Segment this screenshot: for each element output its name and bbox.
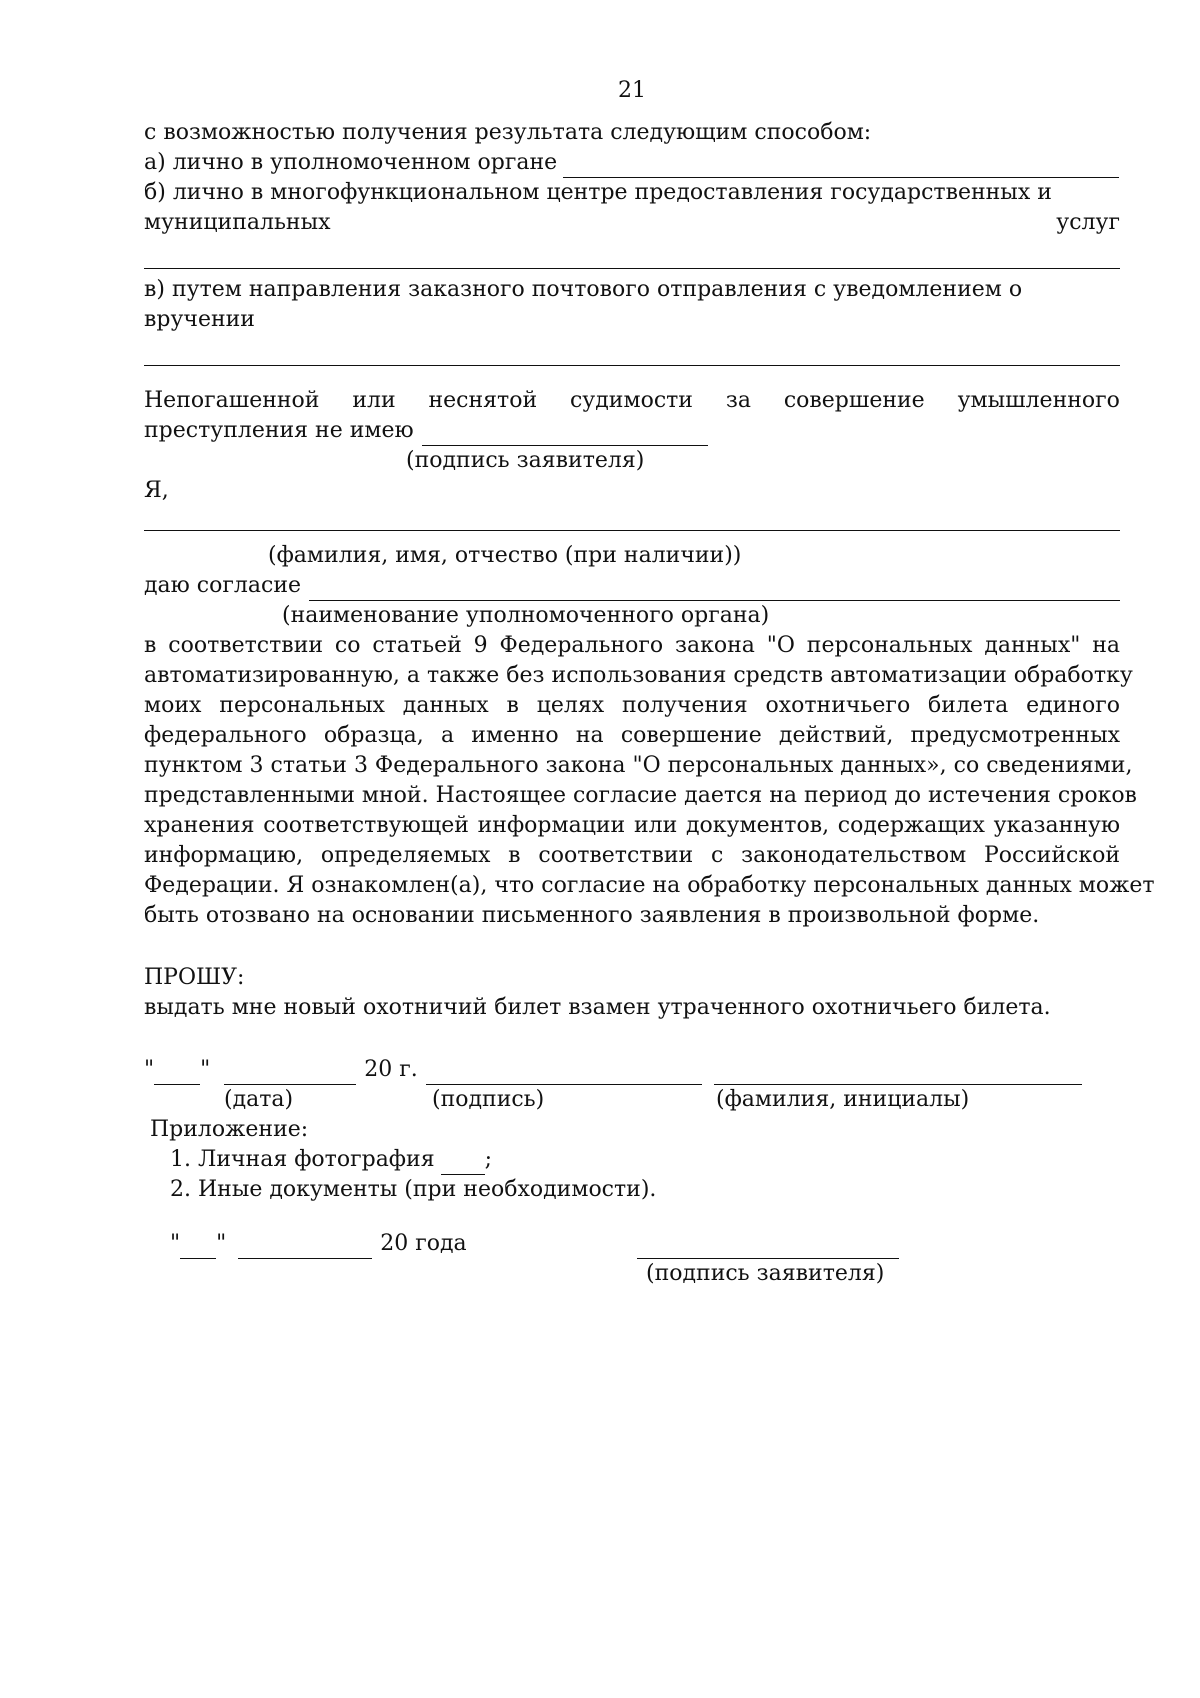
criminal-word: или xyxy=(352,388,396,413)
criminal-line1 xyxy=(144,386,1120,416)
criminal-line2 xyxy=(144,416,1120,446)
fio-blank[interactable] xyxy=(144,506,1120,531)
date-captions-row xyxy=(144,1085,1120,1115)
attachment-item-1-end: ; xyxy=(484,1147,492,1172)
date-quote-open: " xyxy=(144,1057,155,1082)
name-caption: (фамилия, инициалы) xyxy=(716,1087,970,1112)
consent-line: федерального образца, а именно на совершение действий, предусмотренных xyxy=(144,723,1120,748)
criminal-line2-text: преступления не имею xyxy=(144,418,414,443)
final-signature-blank[interactable] xyxy=(637,1236,899,1259)
option-b-blank[interactable] xyxy=(144,238,1120,269)
criminal-word: Непогашенной xyxy=(144,388,320,413)
criminal-word: за xyxy=(725,388,751,413)
option-c-line2: вручении xyxy=(144,307,255,332)
consent-line: информацию, определяемых в соответствии с законодательством Российской xyxy=(144,843,1120,868)
attachment-item-1-label: 1. Личная фотография xyxy=(170,1147,435,1172)
consent-line: быть отозвано на основании письменного заявления в произвольной форме. xyxy=(144,903,1040,928)
result-method-intro: с возможностью получения результата следующим способом: xyxy=(144,120,872,145)
option-b-line1: б) лично в многофункциональном центре предоставления государственных и xyxy=(144,180,1052,205)
signature-caption: (подпись) xyxy=(432,1087,545,1112)
date-year-label: 20 г. xyxy=(364,1057,418,1082)
final-signature-caption: (подпись заявителя) xyxy=(646,1261,885,1286)
final-quote-close: " xyxy=(216,1231,227,1256)
option-b-line2 xyxy=(144,208,1120,238)
request-heading: ПРОШУ: xyxy=(144,965,245,990)
option-a-row xyxy=(144,148,1120,178)
name-initials-blank[interactable] xyxy=(714,1062,1082,1085)
consent-line: Федерации. Я ознакомлен(а), что согласие на обработку персональных данных может xyxy=(144,873,1155,898)
option-b-word1: муниципальных xyxy=(144,210,331,235)
give-consent-label: даю согласие xyxy=(144,573,301,598)
final-date-row xyxy=(144,1229,1120,1259)
signature-blank[interactable] xyxy=(426,1062,702,1085)
option-c-blank[interactable] xyxy=(144,335,1120,366)
criminal-word: умышленного xyxy=(957,388,1120,413)
option-c-line1: в) путем направления заказного почтового отправления с уведомлением о xyxy=(144,277,1023,302)
document-body xyxy=(144,76,1155,1289)
month-blank[interactable] xyxy=(224,1062,356,1085)
final-year-label: 20 года xyxy=(380,1231,467,1256)
consent-line: моих персональных данных в целях получения охотничьего билета единого xyxy=(144,693,1120,718)
criminal-word: судимости xyxy=(569,388,693,413)
organ-blank[interactable] xyxy=(309,578,1120,601)
criminal-word: совершение xyxy=(783,388,925,413)
consent-paragraph xyxy=(144,631,1155,931)
date-quote-close: " xyxy=(200,1057,211,1082)
consent-line: представленными мной. Настоящее согласие дается на период до истечения сроков xyxy=(144,783,1137,808)
option-a-label: а) лично в уполномоченном органе xyxy=(144,150,558,175)
consent-i-label: Я, xyxy=(144,478,169,503)
criminal-word: неснятой xyxy=(428,388,538,413)
criminal-signature-blank[interactable] xyxy=(422,423,708,446)
day-blank[interactable] xyxy=(154,1062,200,1085)
fio-caption: (фамилия, имя, отчество (при наличии)) xyxy=(268,543,742,568)
give-consent-row xyxy=(144,571,1120,601)
organ-caption: (наименование уполномоченного органа) xyxy=(282,603,770,628)
attachment-item-2: 2. Иные документы (при необходимости). xyxy=(170,1177,657,1202)
attachments-heading: Приложение: xyxy=(150,1117,309,1142)
option-b-word2: услуг xyxy=(1056,210,1120,235)
date-signature-row xyxy=(144,1055,1120,1085)
attachment-item-1 xyxy=(144,1145,1120,1175)
option-a-blank[interactable] xyxy=(563,155,1119,178)
criminal-signature-caption: (подпись заявителя) xyxy=(406,448,645,473)
date-caption: (дата) xyxy=(224,1087,294,1112)
page-number: 21 xyxy=(618,78,646,103)
photo-count-blank[interactable] xyxy=(441,1152,485,1175)
consent-line: автоматизированную, а также без использования средств автоматизации обработку xyxy=(144,663,1133,688)
request-text: выдать мне новый охотничий билет взамен утраченного охотничьего билета. xyxy=(144,995,1051,1020)
final-month-blank[interactable] xyxy=(238,1236,372,1259)
final-day-blank[interactable] xyxy=(180,1236,216,1259)
consent-line: пунктом 3 статьи 3 Федерального закона "О персональных данных», со сведениями, xyxy=(144,753,1133,778)
final-quote-open: " xyxy=(170,1231,181,1256)
consent-line: хранения соответствующей информации или документов, содержащих указанную xyxy=(144,813,1120,838)
consent-line: в соответствии со статьей 9 Федерального закона "О персональных данных" на xyxy=(144,633,1120,658)
